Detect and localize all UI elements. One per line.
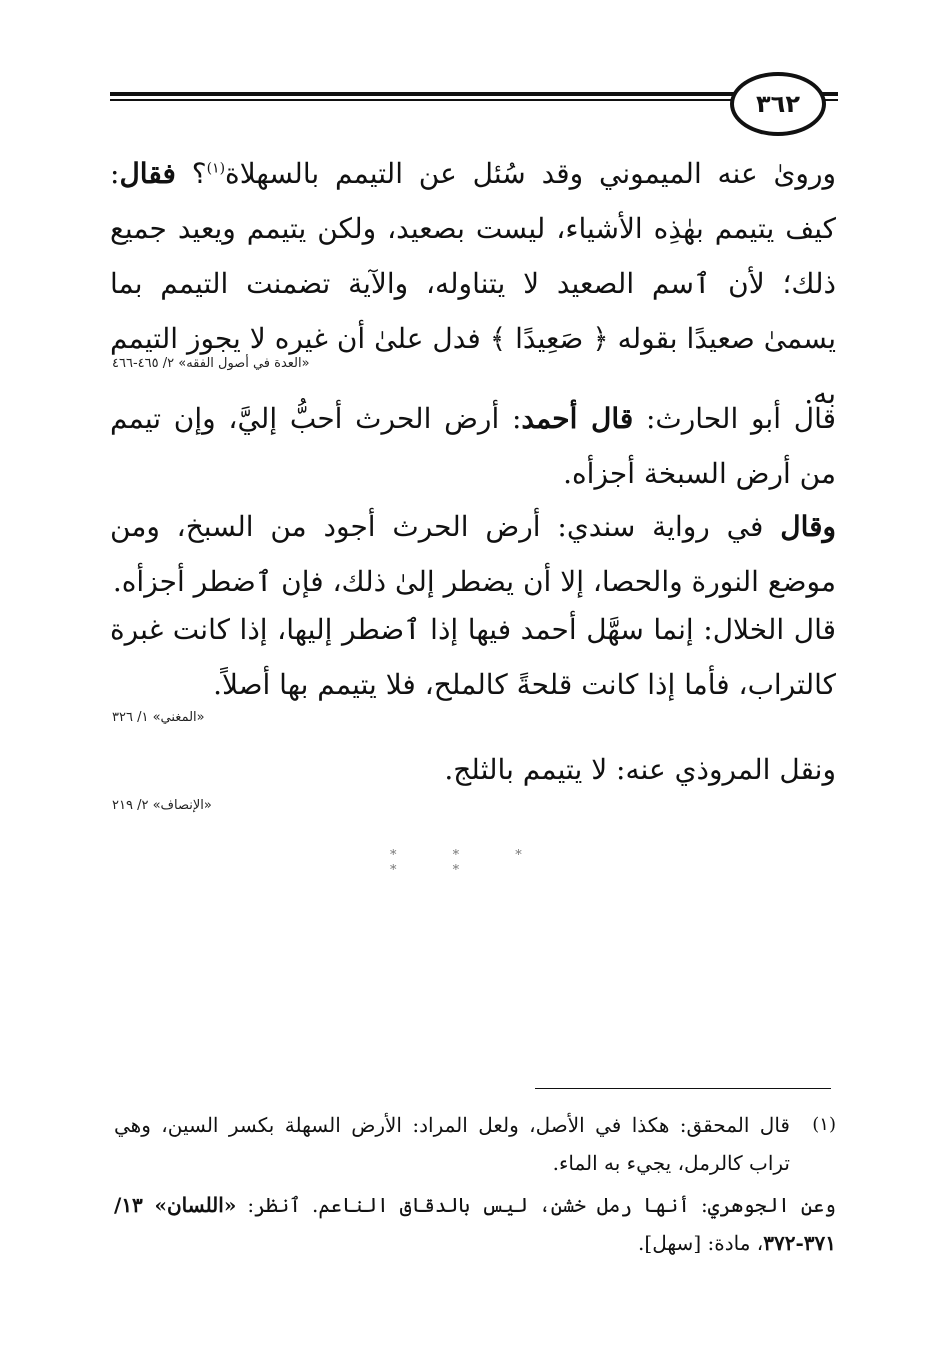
footnote-text: قال المحقق: هكذا في الأصل، ولعل المراد: الأرض السهلة بكسر السين، وهي تراب كالرمل، يجيء به الماء. <box>114 1113 790 1175</box>
paragraph-marwazi: ونقل المروذي عنه: لا يتيمم بالثلج. <box>444 753 836 786</box>
footnote-number: (١) <box>812 1114 836 1135</box>
source-citation: «الإنصاف» ٢/ ٢١٩ <box>112 798 212 813</box>
page-number-badge <box>730 72 826 136</box>
footnote <box>114 1106 836 1182</box>
header-rule <box>110 92 738 101</box>
footnote-continuation: وعن الجوهري: أنها رمل خشن، ليس بالدقاق الناعم. ٱنظر: «اللسان» ١٣/ ٣٧١-٣٧٢، مادة: [سهل]. <box>114 1193 836 1255</box>
paragraph-sindi: وقال في رواية سندي: أرض الحرث أجود من السبخ، ومن موضع النورة والحصا، إلا أن يضطر إلىٰ ذلك، فإن ٱضطر أجزأه. <box>110 510 836 598</box>
paragraph-khallal: قال الخلال: إنما سهَّل أحمد فيها إذا ٱضطر إليها، إذا كانت غبرة كالتراب، فأما إذا كانت قلحةً كالملح، فلا يتيمم بها أصلاً. <box>110 613 836 701</box>
page-header <box>110 72 838 132</box>
section-ornament: * * * * * <box>390 848 548 878</box>
source-citation: «المغني» ١/ ٣٢٦ <box>112 710 205 725</box>
footnote-separator <box>535 1088 831 1089</box>
paragraph-abu-harith: قال أبو الحارث: قال أحمد: أرض الحرث أحبُّ إليَّ، وإن تيمم من أرض السبخة أجزأه. <box>110 402 836 490</box>
page-number: ٣٦٢ <box>756 90 800 118</box>
footnote-ref[interactable]: (١) <box>206 160 226 177</box>
source-citation: «العدة في أصول الفقه» ٢/ ٤٦٥-٤٦٦ <box>112 356 310 371</box>
paragraph-maimuni: ورویٰ عنه الميموني وقد سُئل عن التيمم بالسهلاة$^{(١)}$؟ فقال: كيف يتيمم بهٰذِه الأشياء، ليست بصعيد، ولكن يتيمم ويعيد جميع ذلك؛ لأن ٱسم الصعيد لا يتناوله، والآية تضمنت التيمم بما يسمىٰ صعيدًا بقوله ﴿ صَعِيدًا ﴾ فدل علىٰ أن غيره لا يجوز التيمم به. <box>110 157 836 410</box>
